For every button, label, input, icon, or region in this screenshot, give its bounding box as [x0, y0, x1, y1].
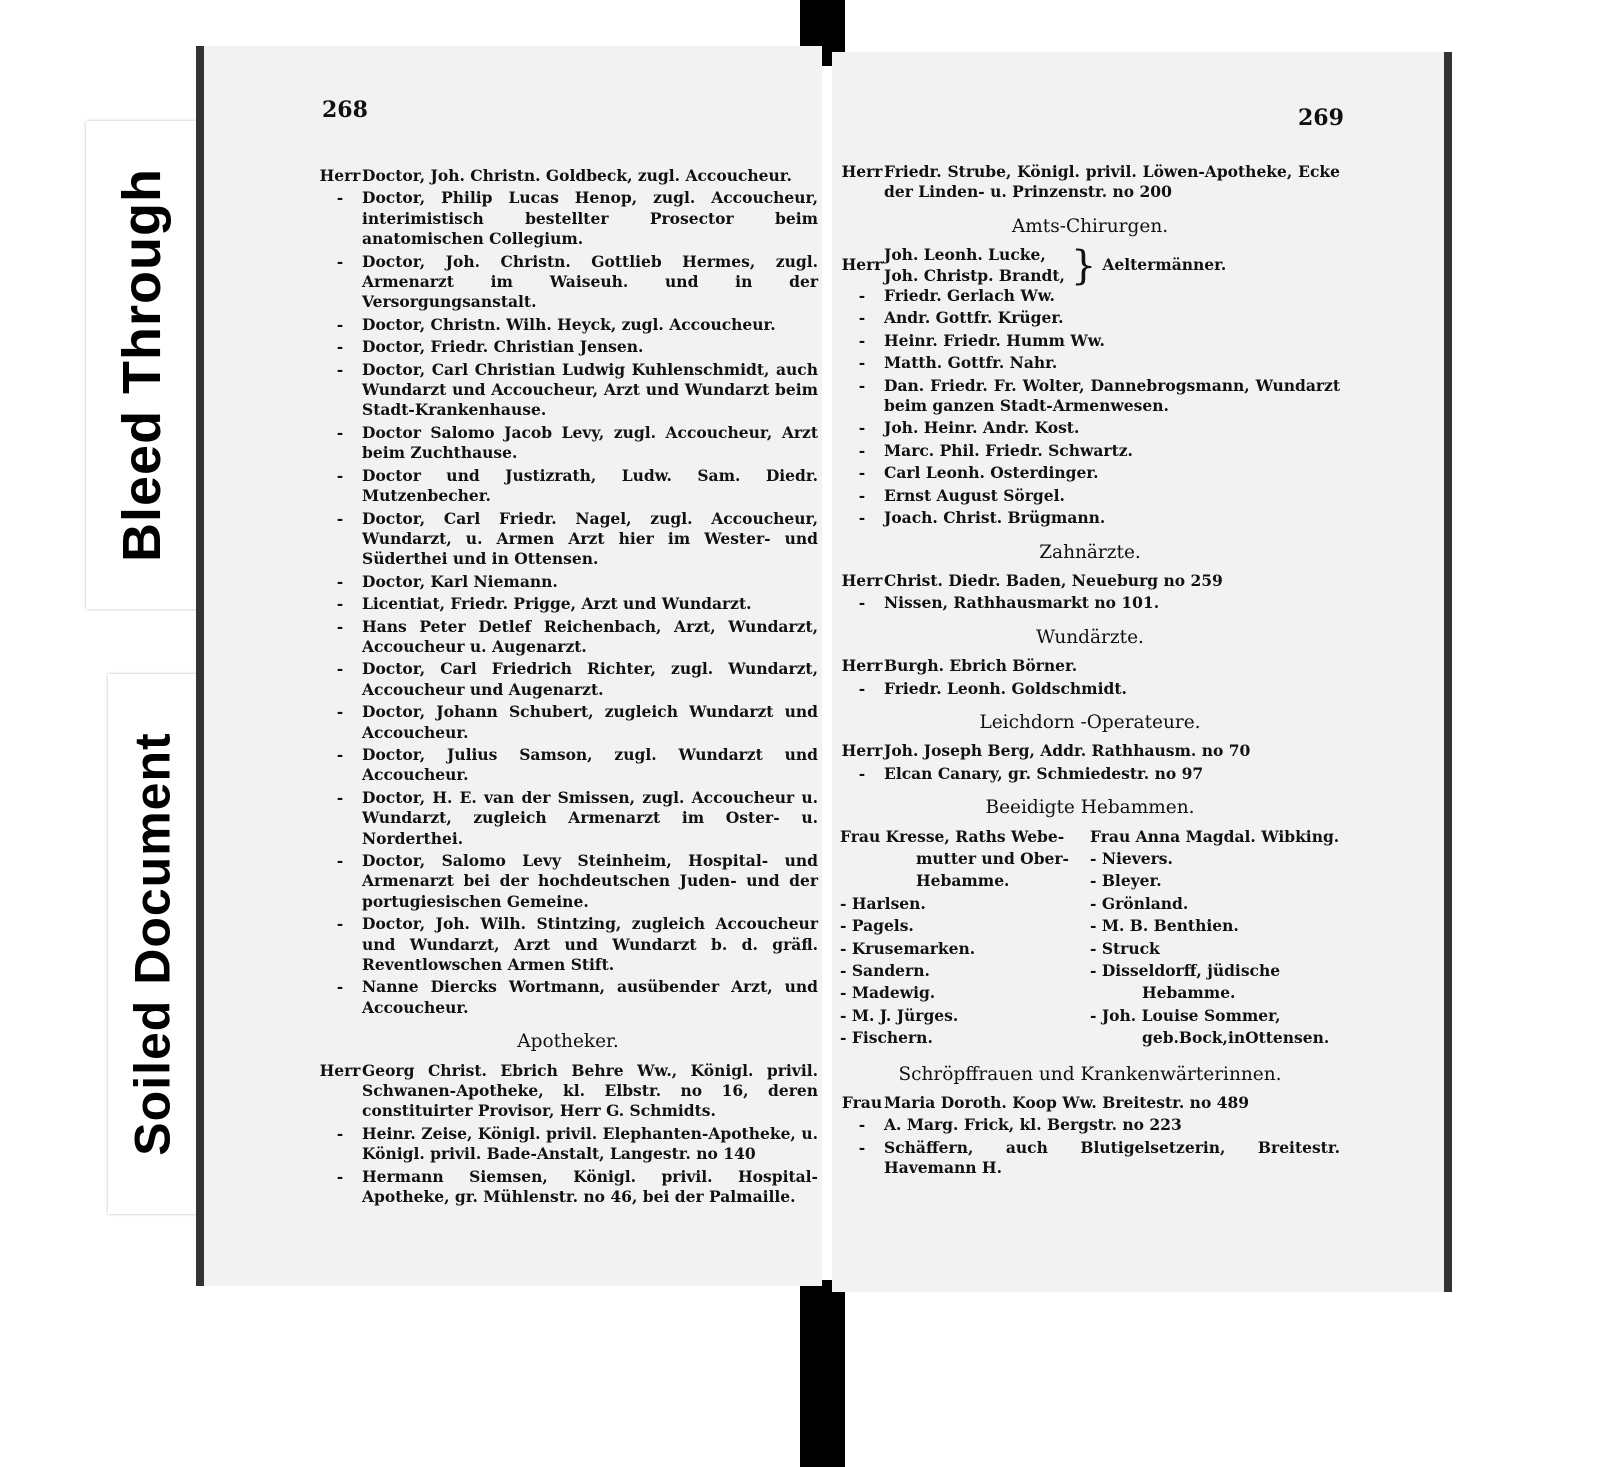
list-entry	[318, 617, 818, 658]
entry-text: Nissen, Rathhausmarkt no 101.	[884, 593, 1160, 613]
list-entry	[318, 252, 818, 313]
soiled-document-text: Soiled Document	[125, 732, 181, 1156]
entry-prefix: -	[336, 659, 344, 679]
leich-list	[840, 741, 1340, 784]
entry-text: Joh. Heinr. Andr. Kost.	[884, 418, 1080, 438]
apotheker-list	[318, 1061, 818, 1208]
aeltermaenner-group	[840, 242, 1340, 289]
list-line: mutter und Ober-	[916, 848, 1069, 868]
entry-text: Marc. Phil. Friedr. Schwartz.	[884, 440, 1133, 460]
binding-bar-bottom	[800, 1280, 845, 1467]
entry-text: Doctor, Philip Lucas Henop, zugl. Accoucheur, interimistisch bestellter Prosector beim anatomischen Collegium.	[362, 188, 818, 249]
entry-text: Joh. Joseph Berg, Addr. Rathhausm. no 70	[884, 741, 1251, 761]
list-line: Frau Anna Magdal. Wibking.	[1090, 826, 1340, 846]
dash-mark: -	[858, 508, 866, 528]
dash-mark: -	[858, 353, 866, 373]
list-entry	[318, 851, 818, 912]
amts-heading: Amts-Chirurgen.	[1011, 215, 1169, 237]
entry-text: Elcan Canary, gr. Schmiedestr. no 97	[884, 763, 1204, 783]
list-entry	[318, 745, 818, 786]
hebammen-col-2	[1090, 827, 1340, 1051]
entry-text: Doctor, Salomo Levy Steinheim, Hospital- und Armenarzt bei der hochdeutschen Juden- und der portugiesischen Gemeine.	[362, 851, 818, 911]
list-entry	[318, 977, 818, 1018]
dash-mark: -	[858, 463, 866, 483]
entry-prefix: -	[336, 422, 344, 442]
list-line: - Madewig.	[840, 983, 936, 1003]
wund-list	[840, 656, 1340, 699]
entry-text: Christ. Diedr. Baden, Neueburg no 259	[884, 570, 1223, 590]
zahn-heading: Zahnärzte.	[1039, 541, 1141, 563]
entry-text: Doctor, Julius Samson, zugl. Wundarzt und Accoucheur.	[362, 744, 818, 785]
list-line: Hebamme.	[916, 871, 1010, 891]
list-line: - Struck	[1090, 938, 1160, 958]
list-entry	[840, 1093, 1340, 1113]
entry-text: Nanne Diercks Wortmann, ausübender Arzt, und Accoucheur.	[362, 977, 818, 1017]
entry-text: Doctor, Carl Friedrich Richter, zugl. Wundarzt, Accoucheur und Augenarzt.	[362, 659, 818, 699]
entry-prefix: -	[858, 593, 866, 613]
entry-text: Doctor, Joh. Christn. Goldbeck, zugl. Accoucheur.	[362, 166, 792, 185]
entry-prefix: -	[336, 787, 344, 807]
entry-text: Schäffern, auch Blutigelsetzerin, Breitestr. Havemann H.	[884, 1137, 1340, 1178]
list-line: - M. B. Benthien.	[1090, 916, 1239, 936]
entry-prefix: Herr	[841, 741, 883, 761]
list-line: - Nievers.	[1090, 848, 1173, 868]
list-line: - Disseldorff, jüdische	[1090, 961, 1281, 980]
list-entry	[318, 466, 818, 507]
heb-heading: Beeidigte Hebammen.	[985, 797, 1195, 819]
list-line: - M. J. Jürges.	[840, 1005, 959, 1025]
entry-prefix: -	[336, 465, 344, 485]
dash-mark: -	[858, 485, 866, 505]
right-page-number: 269	[1298, 105, 1344, 131]
entry-text: Friedr. Leonh. Goldschmidt.	[884, 678, 1127, 698]
entry-text: Doctor, Karl Niemann.	[362, 571, 558, 591]
list-entry	[318, 509, 818, 570]
entry-prefix: Herr	[319, 1060, 361, 1080]
list-line: - Joh. Louise Sommer,	[1090, 1005, 1281, 1025]
hebammen-columns	[840, 827, 1340, 1051]
entry-prefix: Frau	[841, 1093, 883, 1113]
entry-prefix: Herr	[841, 255, 883, 275]
dash-mark: -	[858, 440, 866, 460]
entry-text: Heinr. Friedr. Humm Ww.	[884, 330, 1105, 350]
entry-prefix: -	[336, 977, 344, 997]
entry-text: Doctor, Joh. Christn. Gottlieb Hermes, zugl. Armenarzt im Waiseuh. und in der Versorgungsanstalt.	[362, 251, 818, 312]
dash-mark: -	[858, 375, 866, 395]
entry-prefix: -	[336, 744, 344, 764]
dash-mark: -	[858, 330, 866, 350]
list-entry	[840, 418, 1340, 438]
list-entry	[318, 594, 818, 614]
list-line: - Sandern.	[840, 961, 930, 980]
physician-list	[318, 166, 818, 1018]
list-entry	[318, 188, 818, 249]
list-entry	[840, 1138, 1340, 1179]
entry-prefix: -	[336, 851, 344, 870]
dash-mark: -	[858, 418, 866, 438]
entry-prefix: -	[336, 508, 344, 528]
entry-prefix: -	[336, 914, 344, 934]
list-entry	[318, 360, 818, 421]
list-entry	[840, 508, 1340, 528]
list-entry	[840, 486, 1340, 506]
list-line: geb.Bock,inOttensen.	[1142, 1028, 1330, 1048]
bleed-through-text: Bleed Through	[112, 168, 173, 562]
list-entry	[840, 593, 1340, 613]
list-entry	[840, 463, 1340, 483]
dash-mark: -	[858, 286, 866, 306]
list-line: Frau Kresse, Raths Webe-	[840, 826, 1065, 846]
left-page-number: 268	[322, 97, 368, 123]
entry-prefix: -	[336, 251, 344, 271]
entry-text: Joach. Christ. Brügmann.	[884, 508, 1106, 528]
entry-prefix: Herr	[319, 166, 361, 185]
top-entry	[840, 162, 1340, 203]
list-entry	[840, 353, 1340, 373]
entry-prefix: -	[336, 571, 344, 591]
left-page-content	[318, 166, 818, 1210]
list-entry	[840, 376, 1340, 417]
entry-text: Licentiat, Friedr. Prigge, Arzt und Wundarzt.	[362, 594, 752, 614]
entry-text: Doctor, Christn. Wilh. Heyck, zugl. Accoucheur.	[362, 314, 776, 334]
list-line: - Fischern.	[840, 1028, 933, 1048]
list-entry	[840, 1115, 1340, 1135]
entry-prefix: -	[336, 188, 344, 208]
entry-text: Hermann Siemsen, Königl. privil. Hospital-Apotheke, gr. Mühlenstr. no 46, bei der Palmaille.	[362, 1166, 818, 1207]
list-line: - Grönland.	[1090, 893, 1189, 913]
right-page-content	[840, 162, 1340, 1181]
entry-prefix: -	[336, 1123, 344, 1143]
entry-prefix: -	[336, 702, 344, 722]
list-entry	[840, 331, 1340, 351]
entry-text: Dan. Friedr. Fr. Wolter, Dannebrogsmann, Wundarzt beim ganzen Stadt-Armenwesen.	[884, 375, 1340, 416]
list-entry	[840, 679, 1340, 699]
brace-glyph: }	[1070, 242, 1097, 289]
leich-heading: Leichdorn -Operateure.	[979, 711, 1201, 733]
hebammen-col-1	[840, 827, 1090, 1051]
entry-prefix: -	[336, 616, 344, 636]
entry-text: Doctor, Carl Friedr. Nagel, zugl. Accoucheur, Wundarzt, u. Armen Arzt hier im Wester- und Süderthei und in Ottensen.	[362, 508, 818, 569]
wund-heading: Wundärzte.	[1036, 626, 1144, 648]
list-entry	[840, 571, 1340, 591]
aeltermann-name: Joh. Leonh. Lucke,	[884, 245, 1046, 265]
dash-mark: -	[858, 308, 866, 328]
list-entry	[318, 337, 818, 357]
entry-text: Doctor, Carl Christian Ludwig Kuhlenschmidt, auch Wundarzt und Accoucheur, Arzt und Wundarzt beim Stadt-Krankenhause.	[362, 359, 818, 420]
list-entry	[318, 315, 818, 335]
list-entry	[840, 441, 1340, 461]
entry-text: Hans Peter Detlef Reichenbach, Arzt, Wundarzt, Accoucheur u. Augenarzt.	[362, 616, 818, 656]
list-entry	[318, 166, 818, 186]
entry-prefix: -	[336, 337, 344, 357]
aeltermaenner-label: Aeltermänner.	[1102, 255, 1227, 275]
list-line: - Harlsen.	[840, 893, 926, 913]
entry-text: Heinr. Zeise, Königl. privil. Elephanten-Apotheke, u. Königl. privil. Bade-Anstalt, Langestr. no 140	[362, 1123, 818, 1164]
list-entry	[318, 572, 818, 592]
entry-text: Doctor Salomo Jacob Levy, zugl. Accoucheur, Arzt beim Zuchthause.	[362, 422, 818, 463]
left-page	[196, 46, 822, 1286]
entry-text: Georg Christ. Ebrich Behre Ww., Königl. privil. Schwanen-Apotheke, kl. Elbstr. no 16, deren constituirter Provisor, Herr G. Schmidts.	[362, 1060, 818, 1121]
entry-prefix: -	[336, 594, 344, 614]
right-page	[832, 52, 1452, 1292]
entry-prefix: -	[336, 359, 344, 379]
entry-prefix: -	[336, 314, 344, 334]
entry-text: Friedr. Gerlach Ww.	[884, 286, 1055, 306]
entry-text: Friedr. Strube, Königl. privil. Löwen-Apotheke, Ecke der Linden- u. Prinzenstr. no 200	[884, 162, 1340, 202]
entry-text: Ernst August Sörgel.	[884, 485, 1065, 505]
entry-text: Matth. Gottfr. Nahr.	[884, 353, 1058, 373]
entry-text: Doctor, Johann Schubert, zugleich Wundarzt und Accoucheur.	[362, 702, 818, 742]
entry-prefix: -	[858, 1115, 866, 1135]
aeltermaenner-names	[884, 245, 1065, 286]
bleed-through-label	[86, 121, 198, 609]
list-entry	[840, 656, 1340, 676]
list-entry	[318, 914, 818, 975]
list-entry	[318, 702, 818, 743]
entry-text: Carl Leonh. Osterdinger.	[884, 463, 1099, 483]
amts-list	[840, 286, 1340, 528]
schr-list	[840, 1093, 1340, 1179]
entry-text: Andr. Gottfr. Krüger.	[884, 308, 1064, 328]
list-line: - Bleyer.	[1090, 871, 1162, 891]
zahn-list	[840, 571, 1340, 614]
list-entry	[318, 659, 818, 700]
entry-prefix: -	[858, 1137, 866, 1157]
list-entry	[318, 423, 818, 464]
list-entry	[318, 1167, 818, 1208]
entry-text: Doctor, H. E. van der Smissen, zugl. Accoucheur u. Wundarzt, zugleich Armenarzt im Oster- u. Norderthei.	[362, 787, 818, 848]
list-line: Hebamme.	[1142, 983, 1236, 1003]
entry-text: Doctor und Justizrath, Ludw. Sam. Diedr. Mutzenbecher.	[362, 465, 818, 506]
apotheker-heading: Apotheker.	[517, 1031, 619, 1053]
entry-text: Doctor, Friedr. Christian Jensen.	[362, 337, 644, 357]
entry-prefix: Herr	[841, 570, 883, 590]
list-line: - Pagels.	[840, 916, 914, 936]
list-entry	[318, 1061, 818, 1122]
aeltermann-name: Joh. Christp. Brandt,	[884, 265, 1065, 285]
entry-prefix: -	[858, 763, 866, 783]
entry-prefix: Herr	[841, 162, 883, 181]
list-entry	[840, 764, 1340, 784]
entry-prefix: Herr	[841, 656, 883, 676]
entry-text: Burgh. Ebrich Börner.	[884, 656, 1078, 676]
entry-prefix: -	[858, 678, 866, 698]
entry-text: A. Marg. Frick, kl. Bergstr. no 223	[884, 1115, 1182, 1135]
list-entry	[840, 308, 1340, 328]
list-entry	[840, 741, 1340, 761]
soiled-document-label	[108, 674, 198, 1214]
schr-heading: Schröpffrauen und Krankenwärterinnen.	[898, 1063, 1282, 1085]
list-entry	[318, 1124, 818, 1165]
list-entry	[318, 788, 818, 849]
entry-text: Maria Doroth. Koop Ww. Breitestr. no 489	[884, 1093, 1250, 1113]
list-entry	[840, 286, 1340, 306]
entry-prefix: -	[336, 1166, 344, 1186]
entry-text: Doctor, Joh. Wilh. Stintzing, zugleich Accoucheur und Wundarzt, Arzt und Wundarzt b. d. gräfl. Reventlowschen Armen Stift.	[362, 914, 818, 975]
list-line: - Krusemarken.	[840, 938, 976, 958]
